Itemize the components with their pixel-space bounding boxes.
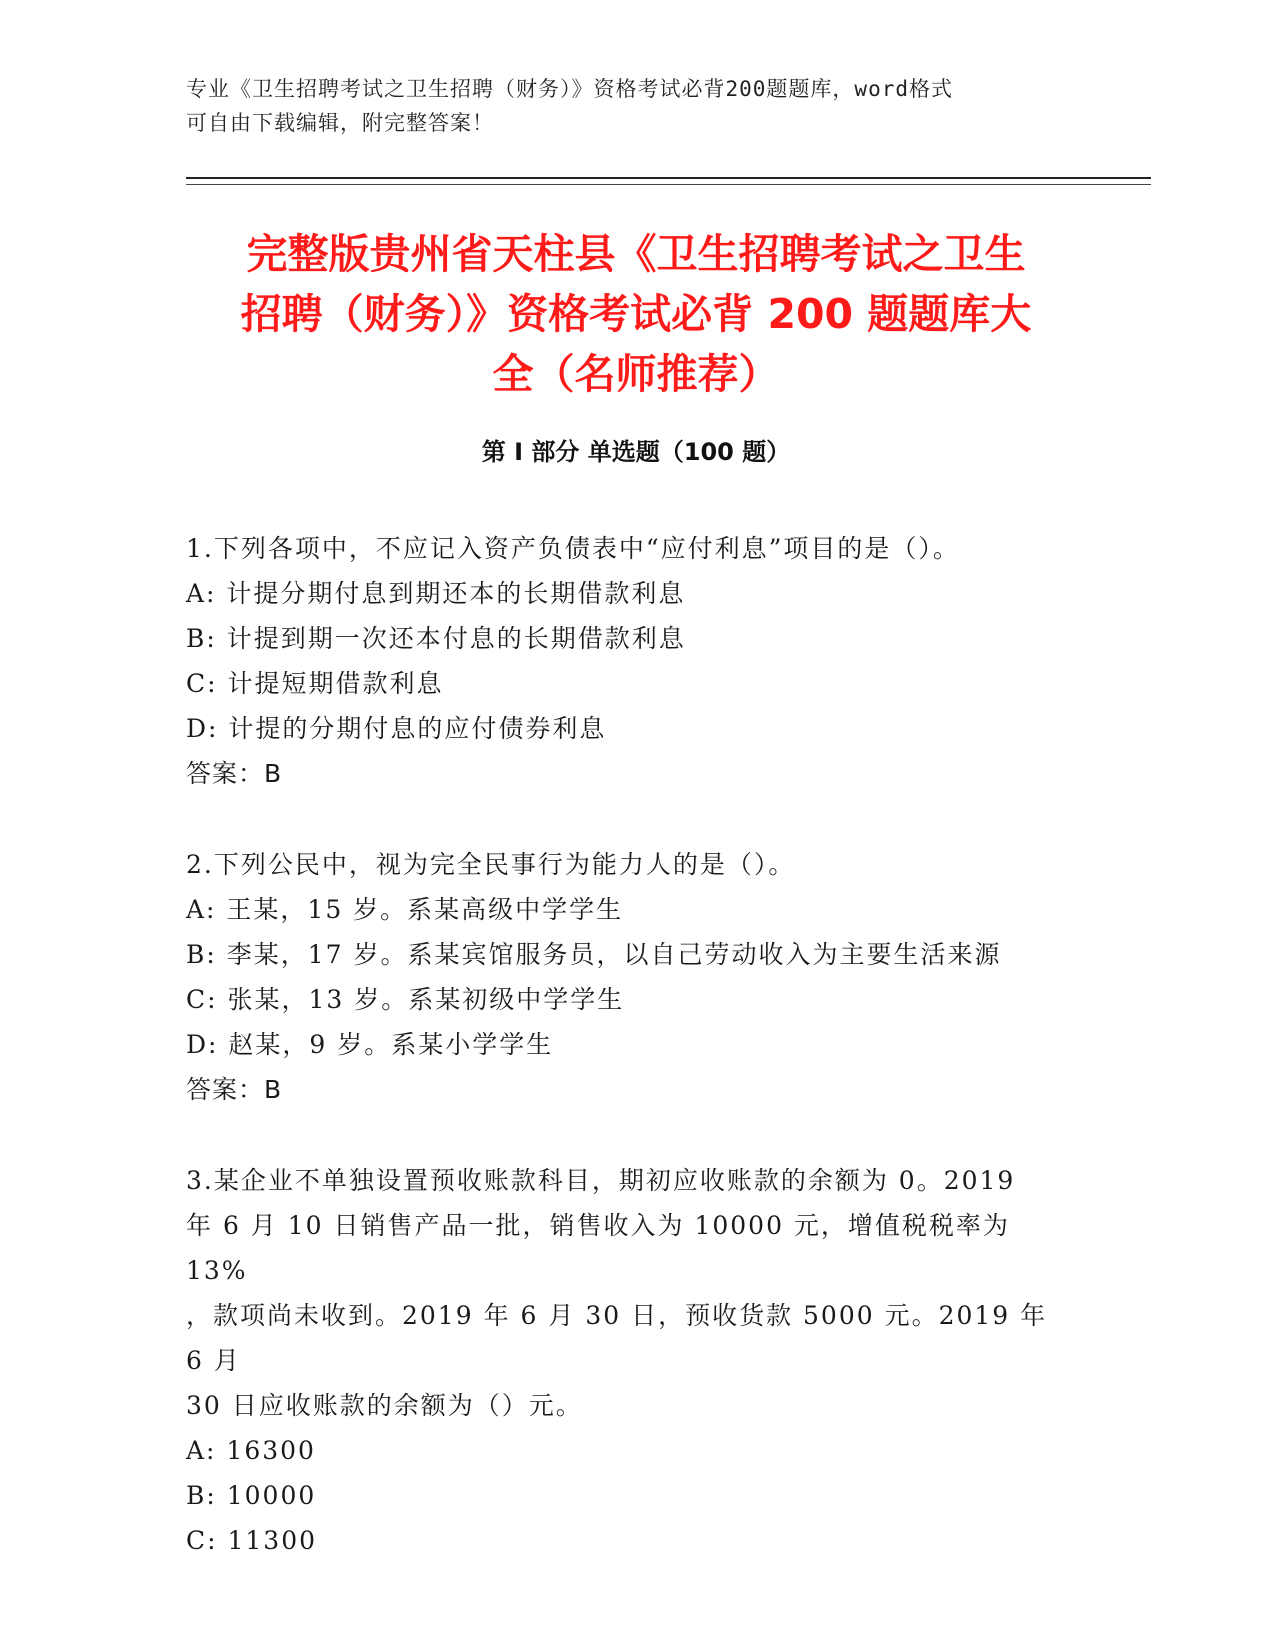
- header-note-line-1: 专业《卫生招聘考试之卫生招聘（财务）》资格考试必背200题题库，word格式: [186, 77, 953, 101]
- question-stem: 2.下列公民中，视为完全民事行为能力人的是（）。: [186, 850, 796, 879]
- option-b: B: 李某，17 岁。系某宾馆服务员，以自己劳动收入为主要生活来源: [186, 940, 1002, 969]
- document-title: [186, 224, 1086, 404]
- title-line-2: 招聘（财务）》资格考试必背 200 题题库大: [240, 290, 1032, 338]
- header-divider-thick: [186, 177, 1151, 179]
- option-d: D: 赵某，9 岁。系某小学学生: [186, 1030, 554, 1059]
- title-line-3: 全（名师推荐）: [492, 350, 780, 398]
- question-stem-line-2: 年 6 月 10 日销售产品一批，销售收入为 10000 元，增值税税率为 13%: [186, 1211, 1010, 1285]
- question-stem-line-1: 3.某企业不单独设置预收账款科目，期初应收账款的余额为 0。2019: [186, 1166, 1016, 1195]
- answer: 答案：B: [186, 759, 283, 788]
- question-stem: 1.下列各项中，不应记入资产负债表中“应付利息”项目的是（）。: [186, 534, 960, 563]
- header-note-line-2: 可自由下载编辑，附完整答案！: [186, 111, 494, 135]
- option-b: B: 10000: [186, 1481, 317, 1510]
- option-b: B: 计提到期一次还本付息的长期借款利息: [186, 624, 686, 653]
- option-a: A: 16300: [186, 1436, 316, 1465]
- header-note: [186, 72, 1066, 140]
- section-title: 第 I 部分 单选题（100 题）: [481, 438, 791, 466]
- question-3: [186, 1158, 1066, 1563]
- header-divider-thin: [186, 184, 1151, 185]
- question-stem-line-3: ，款项尚未收到。2019 年 6 月 30 日，预收货款 5000 元。2019 年 6 月: [186, 1301, 1048, 1375]
- option-d: D: 计提的分期付息的应付债券利息: [186, 714, 607, 743]
- answer: 答案：B: [186, 1075, 283, 1104]
- question-2: [186, 842, 1066, 1112]
- title-line-1: 完整版贵州省天柱县《卫生招聘考试之卫生: [246, 230, 1026, 278]
- option-a: A: 计提分期付息到期还本的长期借款利息: [186, 579, 686, 608]
- option-c: C: 11300: [186, 1526, 318, 1555]
- option-c: C: 张某，13 岁。系某初级中学学生: [186, 985, 625, 1014]
- question-1: [186, 526, 1066, 796]
- option-c: C: 计提短期借款利息: [186, 669, 444, 698]
- question-stem-line-4: 30 日应收账款的余额为（）元。: [186, 1391, 583, 1420]
- option-a: A: 王某，15 岁。系某高级中学学生: [186, 895, 624, 924]
